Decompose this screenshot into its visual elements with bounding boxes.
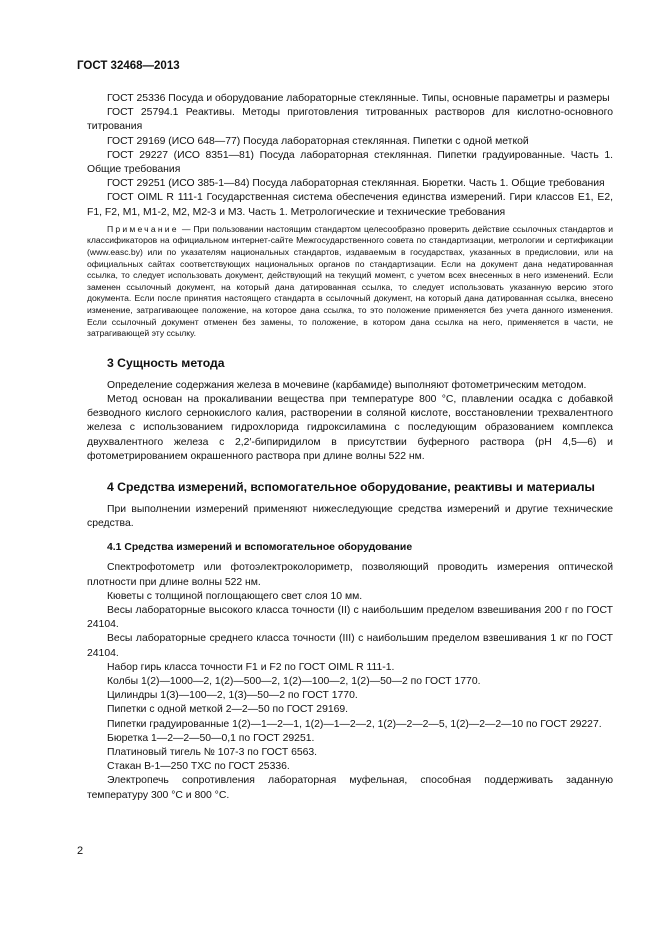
equipment-item: Цилиндры 1(3)—100—2, 1(3)—50—2 по ГОСТ 1770. <box>107 690 358 702</box>
section-4-intro: При выполнении измерений применяют нижеследующие средства измерений и другие технические средства. <box>87 503 613 530</box>
equipment-item: Спектрофотометр или фотоэлектроколориметр, позволяющий проводить измерения оптической плотности при длине волны 522 нм. <box>87 562 613 588</box>
equipment-item: Электропечь сопротивления лабораторная муфельная, способная поддерживать заданную температуру 300 °С и 800 °С. <box>87 775 613 801</box>
standard-code-header: ГОСТ 32468—2013 <box>77 60 180 72</box>
section-3-paragraph: Определение содержания железа в мочевине (карбамиде) выполняют фотометрическим методом. <box>107 379 587 391</box>
ref-gost-25336: ГОСТ 25336 Посуда и оборудование лабораторные стеклянные. Типы, основные параметры и размеры <box>107 93 610 104</box>
section-3-paragraph: Метод основан на прокаливании вещества при температуре 800 °С, плавлении осадка с добавкой безводного кислого сернокислого калия, растворении в соляной кислоте, восстановлении трехвалентного железа с использованием гидрохлорида гидроксиламина с последующим образованием комплекса двухвалентного железа с 2,2′-бипиридилом в присутствии буферного раствора (pH 4,5—6) и фотометрированием окрашенного раствора при длине волны 522 нм. <box>87 393 613 462</box>
equipment-item: Платиновый тигель № 107-3 по ГОСТ 6563. <box>107 747 318 759</box>
note <box>87 224 613 340</box>
equipment-item: Бюретка 1—2—2—50—0,1 по ГОСТ 29251. <box>107 732 315 744</box>
ref-gost-29251: ГОСТ 29251 (ИСО 385-1—84) Посуда лабораторная стеклянная. Бюретки. Часть 1. Общие требования <box>107 178 605 190</box>
ref-gost-29227: ГОСТ 29227 (ИСО 8351—81) Посуда лабораторная стеклянная. Пипетки градуированные. Часть 1. Общие требования <box>87 149 613 176</box>
equipment-item: Колбы 1(2)—1000—2, 1(2)—500—2, 1(2)—100—2, 1(2)—50—2 по ГОСТ 1770. <box>107 676 481 688</box>
equipment-item: Стакан В-1—250 ТХС по ГОСТ 25336. <box>107 761 290 773</box>
section-3-title: 3 Сущность метода <box>107 355 225 370</box>
equipment-item: Пипетки с одной меткой 2—2—50 по ГОСТ 29169. <box>107 704 349 716</box>
equipment-item: Кюветы с толщиной поглощающего свет слоя 10 мм. <box>107 590 363 602</box>
page-number: 2 <box>77 845 84 857</box>
ref-gost-25794: ГОСТ 25794.1 Реактивы. Методы приготовления титрованных растворов для кислотно-основного титрования <box>87 107 613 133</box>
equipment-item: Набор гирь класса точности F1 и F2 по ГОСТ OIML R 111-1. <box>107 661 395 673</box>
subsection-4-1-title: 4.1 Средства измерений и вспомогательное оборудование <box>107 542 413 554</box>
ref-gost-29169: ГОСТ 29169 (ИСО 648—77) Посуда лабораторная стеклянная. Пипетки с одной меткой <box>107 135 529 147</box>
section-4-title: 4 Средства измерений, вспомогательное оборудование, реактивы и материалы <box>107 479 595 494</box>
equipment-item: Пипетки градуированные 1(2)—1—2—1, 1(2)—1—2—2, 1(2)—2—2—5, 1(2)—2—2—10 по ГОСТ 29227. <box>107 718 602 730</box>
note-label: Примечание <box>107 223 179 234</box>
page-content <box>87 92 613 803</box>
equipment-item: Весы лабораторные высокого класса точности (II) с наибольшим пределом взвешивания 200 г по ГОСТ 24104. <box>87 605 613 631</box>
equipment-item: Весы лабораторные среднего класса точности (III) с наибольшим пределом взвешивания 1 кг по ГОСТ 24104. <box>87 633 613 659</box>
ref-gost-oiml: ГОСТ OIML R 111-1 Государственная система обеспечения единства измерений. Гири классов E1, E2, F1, F2, M1, M1-2, M2, M2-3 и M3. Часть 1. Метрологические и технические требования <box>87 192 613 218</box>
note-text: — При пользовании настоящим стандартом целесообразно проверить действие ссылочных стандартов и классификаторов на официальном интернет-сайте Межгосударственного совета по стандартизации, метрологии и сертификации (www.easc.by) или по указателям национальных стандартов, издаваемым в государствах, указанных в предисловии, или на официальных сайтах соответствующих национальных органов по стандартизации. Если на документ дана недатированная ссылка, то следует использовать документ, действующий на текущий момент, с учетом всех внесенных в него изменений. Если заменен ссылочный документ, на который дана датированная ссылка, то следует использовать указанную версию этого документа. Если после принятия настоящего стандарта в ссылочный документ, на который дана датированная ссылка, внесено изменение, затрагивающее положение, на которое дана ссылка, то это положение применяется без учета данного изменения. Если ссылочный документ отменен без замены, то положение, в котором дана ссылка на него, применяется в части, не затрагивающей эту ссылку. <box>87 223 614 339</box>
